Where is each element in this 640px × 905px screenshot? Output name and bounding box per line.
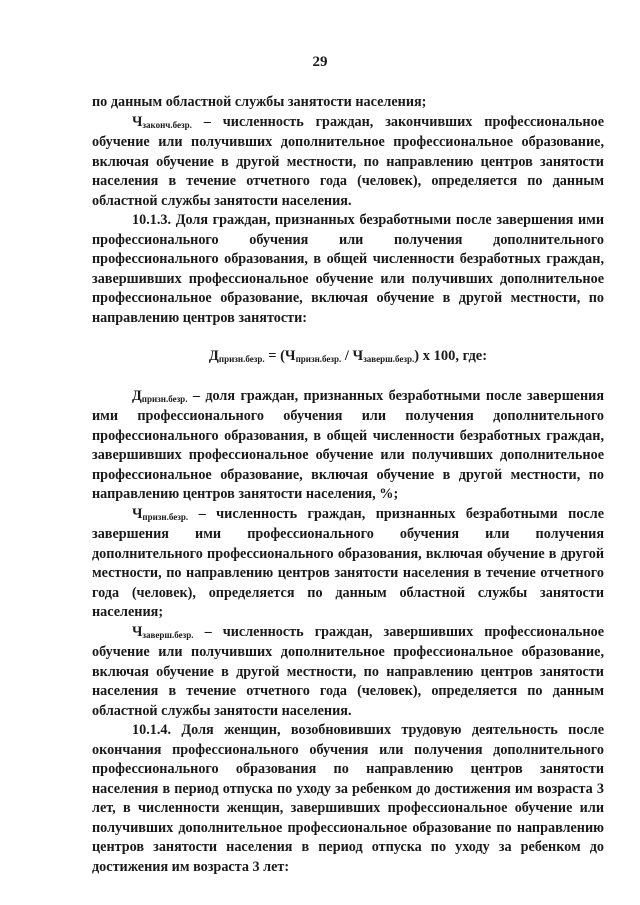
symbol: Ч xyxy=(132,505,143,522)
section-10-1-3: 10.1.3. Доля граждан, признанных безработными после завершения ими профессионального обучения или получения дополнительного профессионального образования, в общей численности безработных граждан, завершивших профессиональное обучение или получивших дополнительное профессиональное образование, включая обучение в другой местности, по направлению центров занятости: xyxy=(92,212,604,326)
formula-divide: / Ч xyxy=(341,348,364,364)
symbol: Ч xyxy=(132,113,143,130)
formula-subscript-c1: призн.безр. xyxy=(295,354,342,364)
formula-subscript-d: призн.безр. xyxy=(218,354,265,364)
page-number: 29 xyxy=(312,54,328,70)
symbol-subscript: заверш.безр. xyxy=(142,629,194,640)
symbol-subscript: призн.безр. xyxy=(141,393,188,404)
definition-paragraph-completed xyxy=(92,113,604,212)
symbol-subscript: законч.безр. xyxy=(142,119,192,130)
formula-equals: = (Ч xyxy=(264,348,296,364)
formula-symbol-d: Д xyxy=(208,348,219,364)
formula xyxy=(92,347,604,368)
formula-end: ) х 100, где: xyxy=(414,348,488,364)
paragraph-continuation: по данным областной службы занятости населения; xyxy=(92,94,427,110)
symbol-subscript: призн.безр. xyxy=(142,511,189,522)
symbol: Д xyxy=(132,387,142,404)
definition-paragraph-share xyxy=(92,387,604,505)
formula-subscript-c2: заверш.безр. xyxy=(363,354,415,364)
section-10-1-4: 10.1.4. Доля женщин, возобновивших трудовую деятельность после окончания профессионального обучения или получения дополнительного профессионального образования по направлению центров занятости населения в период отпуска по уходу за ребенком до достижения им возраста 3 лет, в численности женщин, завершивших профессиональное обучение или получивших дополнительное профессиональное образование по направлению центров занятости населения в период отпуска по уходу за ребенком до достижения им возраста 3 лет: xyxy=(92,722,604,875)
definition-paragraph-finished xyxy=(92,623,604,722)
definition-paragraph-recognized xyxy=(92,505,604,623)
symbol: Ч xyxy=(132,623,143,640)
definition-text: – численность граждан, завершивших профессиональное обучение или получивших дополнительное профессиональное образование, включая обучение в другой местности, по направлению центров занятости населения в течение отчетного года (человек), определяется по данным областной службы занятости населения. xyxy=(92,623,604,719)
definition-text: – доля граждан, признанных безработными после завершения ими профессионального обучения или получения дополнительного профессионального образования, в общей численности безработных граждан, завершивших профессиональное обучение или получивших дополнительное профессиональное образование, включая обучение в другой местности, по направлению центров занятости населения, %; xyxy=(92,387,604,502)
definition-text: – численность граждан, закончивших профессиональное обучение или получивших дополнительное профессиональное образование, включая обучение в другой местности, по направлению центров занятости населения в течение отчетного года (человек), определяется по данным областной службы занятости населения. xyxy=(92,113,604,209)
document-body xyxy=(92,93,604,877)
definition-text: – численность граждан, признанных безработными после завершения ими профессионального обучения или получения дополнительного профессионального образования, включая обучение в другой местности, по направлению центров занятости населения в течение отчетного года (человек), определяется по данным областной службы занятости населения; xyxy=(92,505,604,620)
